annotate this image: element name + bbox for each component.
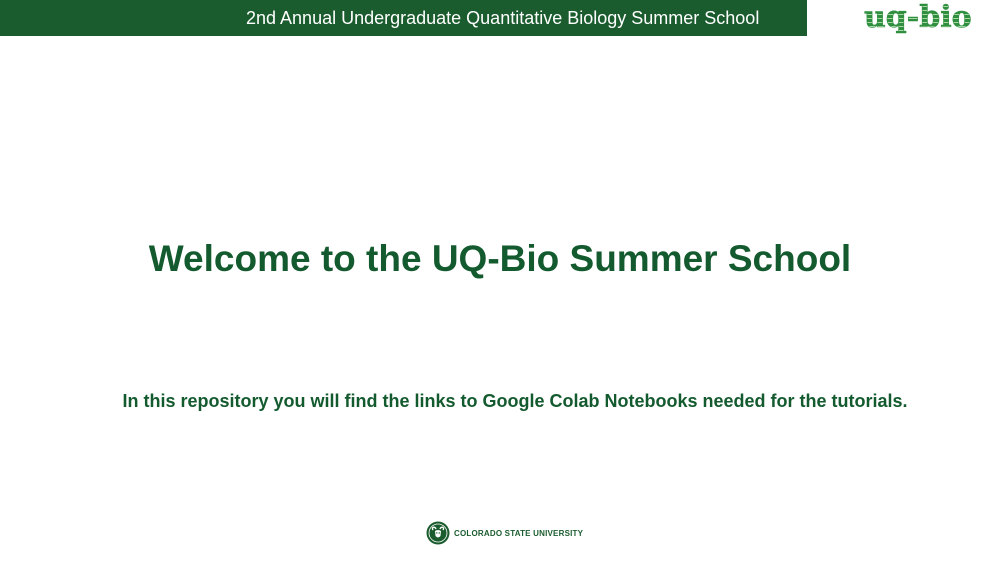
- uq-bio-logo: [862, 0, 982, 36]
- uq-bio-logo-graphic: [862, 0, 982, 36]
- ram-emblem-icon: [426, 521, 450, 545]
- csu-logo-text: COLORADO STATE UNIVERSITY: [454, 528, 584, 538]
- header-bar: [0, 0, 807, 36]
- intro-text: In this repository you will find the links to Google Colab Notebooks needed for the tutorials.: [122, 391, 908, 411]
- csu-logo: [426, 521, 583, 545]
- header-title: 2nd Annual Undergraduate Quantitative Biology Summer School: [246, 8, 760, 28]
- page-title: Welcome to the UQ-Bio Summer School: [148, 238, 852, 279]
- uq-bio-logo-text: uq-bio: [864, 0, 972, 35]
